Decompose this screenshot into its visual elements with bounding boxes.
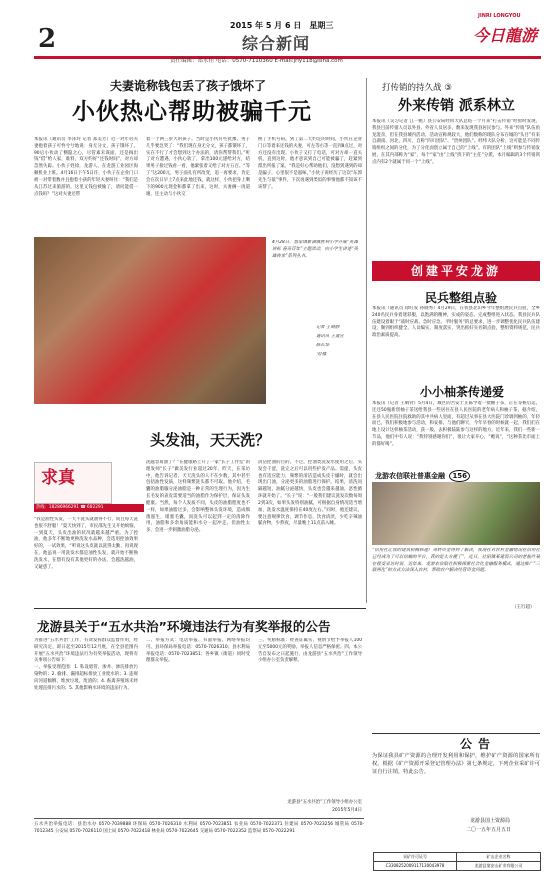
report-signer: 龙游县“五水共治”工作领导小组办公室	[287, 800, 362, 805]
gonggao-body: 为保证我县矿产资源的合理开发利用和保护，维护矿产资源的国家所有权，根据《矿产资源开采登记管理办法》第七条规定，下列企业采矿许可证自行注销，特此公告。	[372, 753, 540, 776]
issue-date: 2015 年 5 月 6 日 星期三	[230, 21, 334, 30]
finance-number: 156	[449, 470, 470, 482]
hair-col-1: “我是油性头发，一天不洗头就油得不行，而且每天洗也很不舒服！”夏天快到了，市民邵先生又开始烦恼，一到夏天，头皮出油的状况就越来越严重。为了控油，他多年不断地更换洗发水品种，会选用控油效果好的，一试效果，“听说这头皮就以洗得太勤，再说现在，他虽说一用洗发水都是油性头发，就开始不断换洗发水，在想有没有其他更好的办法，会越洗越油，又疑惑了。	[34, 517, 138, 570]
series-kicker: 打传销的持久战 ③	[382, 83, 452, 93]
table-cell-license: C3308252009117130043978	[374, 862, 457, 870]
militia-body: 本报讯（通讯员 徐旺发 孙晓秀）4月29日，在我县北山乡今年整组展民兵点验，全乡240名民兵身着迷彩服，以饱满的精神，实成的姿态，完成整组进入状态。我县民兵队伍建设着眼于“战时应战、急时应急、平时服务”的总要求，进一步调整优化民兵队伍建设，顺到组织健全、人员编实、制度落实，突出抓好实名制点验，整组资料规范，民兵政治素质提高。	[372, 306, 540, 339]
license-table	[373, 852, 541, 871]
school-photo	[34, 237, 266, 404]
qiuzhen-logo: 求真	[41, 468, 75, 488]
lead-col-2: 着一个两三岁大的孩子。当时是小伙有些犹豫，男子几乎要急哭了：“我们现在身无分文，孩子都饿坏了，实在不行了才会想到这个办法的，请你帮帮我们。”听了对方遭遇，小伙心软了，拿出100元递给对方，结果男子接过钱看一看，他紧张着又给了对方五百。“等了”这200元，男子面孔有所改变，追一再要求，肯定会在次日早上7点来此地还钱，就这样，小伙把身上剩下的900元现金和都拿了出来，这时，夫妻俩一再道谢，还主动与小伙交	[146, 137, 250, 197]
militia-headline: 民兵整组点验	[425, 291, 498, 305]
photo-credit-4: 文/摄	[316, 352, 327, 357]
report-col-1	[34, 638, 138, 813]
mlm-body: 本报讯（吴习记者 江一帆）县公安局经侦大队总结一个月来“打击传销”经验时发现，我县目前传销人员以外县、外省人员居多，数来发现我县居民参与。外来“传销”队伍鱼龙混杂，但在我县城内活动，活动宣称规较大，他们数称的现队分布在城的“头目”有来自湖南、河北、四川，自称“四川团队”、“贵州团队”。经纬大队分析，这可能是不同传销组织之间的分化，为了分化而创立属于自己的“上线”。有的团队“上线”则参与传销发展，在其内部称为“家”，每个“家”由“上线”找下的“主任”分派，本月编辑的3个传销窝点内有2个就属于同一个“上线”。	[372, 119, 540, 165]
finance-signature: （王行超）	[512, 605, 535, 610]
report-notice-headline: 龙游县关于“五水共治”环境违法行为有奖举报的公告	[37, 619, 331, 634]
section-title: 综合新闻	[242, 34, 311, 53]
lead-kicker: 夫妻诡称钱包丢了孩子饿坏了	[110, 79, 267, 93]
finance-headline	[375, 470, 470, 482]
citrus-body: 本报讯（记者 王晴铃）5月4日，城区的苦安士正陈学着一批柚子茶，正在等候启运，还还50瓶新创柚子茶送给我县一些居住在县人民医院的老年病人和柚子茶，据介绍，在县人民医院住院救助的其中共病人里面，有超过从事在县大医院门诊调到柚的，年轻而已，我们积极地参与活动，和安排、与他们聊天，今年早春的时候就一起，我们们在地上设计这样柚茶活动，获一般、去积极陆陆参与这样的地方，近年来，我们一些新一节品，他们中有人说：“我特别感谢你们”，很让大家开心，“她说”，“这种茶比市面上的都好喝”。	[372, 401, 540, 447]
finance-quote: “信用社让我的建筑机械修理厂周转资金得到了解决，我现在对农村金融情况在信用社已经成为了可以信赖的平台，真的是太方便了”，近日，社阳镇某建筑公司的老板叶某在接受采访时说，近年来，龙游农信联社积极探索社会化金融服务模式，通过推广“三联两化”的方式方法深入农村，帮助农户解决经营资金问题。	[372, 548, 540, 574]
gonggao-date: 二〇一五年五月五日	[466, 827, 512, 833]
report-date: 2015年5月4日	[332, 808, 362, 813]
report-col-2: 二、举报方式：电话举报、书面举报、网络举报均可。县环保局举报电话：0570-7026310；县水利局举报电话：0570-7023851；各乡镇（街道）同时受理群众举报。	[146, 638, 250, 664]
gonggao-title: 公告	[460, 737, 497, 751]
lead-col-1: 本报讯（通讯员 李泽玲 记者 郑美芳）近一对年轻夫妻抱着孩子可怜兮兮地说：身无分文，孩子饿坏了。90后小伙动了侧隐之心，尽管素未谋面，还是掏出钱“借”给人家，谁料，双方约好“还钱时间”，对方却忽然失踪。小伙子姓徐，龙游人，在龙游工业园区海顿机业上班。4月16日下午5日许，小伙子在企业门口被一对带着数并且抱着小孩的年轻夫妻叫住：“我们是从江苏过来旅游的，这里又钱包被偷了，请问能借一点钱吗？”这对夫妻还带	[34, 137, 138, 197]
brand-english: JINRI LONGYOU	[478, 13, 521, 19]
safe-longyou-banner: 创建平安龙游	[372, 261, 540, 281]
page-number: 2	[38, 24, 57, 54]
brand-logo: 今日龍游	[473, 26, 538, 45]
report-col-1-text: 一、举报受理范围：1. 私设暗管、渗井、渗坑排放污染物的；2. 偷排、漏排超标排放工业废水的；3. 违规向河道倾倒、堆放垃圾、废渣的；4. 畜禽养殖场未经处理直排污水的；5. 其他影响水环境的违法行为。	[34, 665, 138, 691]
editor-line: 责任编辑：郑永佳 电话：0570-7110360 E-mail:jrly118@sina.com	[170, 58, 343, 64]
gonggao-rule	[372, 733, 540, 734]
table-header-company: 矿山企业名称	[486, 854, 511, 859]
notice-rule	[34, 608, 366, 609]
hair-col-2: 洗越容易油了？”在健康路上开了一家“长子工作室”的理发师“长子”做美发行业超过20年，昨天，在采访中，他告诉记者，天天洗头的人不在少数，其中甚至包括油性发质，这样频繁洗头都不可取。他介绍，毛囊的油脂腺分泌油脂是一种正常的生理行为，因为生长毛发的表皮需要适当的油脂作为保护层，保证头发健康。当然，每个人发质不同，头皮的油脂程度也不一样，如果油脂过多，会影响整体头发环境，造成细菌滋生，堵塞毛囊，而洗头可以起到一定的清除作用，油脂和多余角质能和水分一起冲走。但油性太多，会进一步刺激油脂分泌。	[146, 460, 250, 534]
table-header-license: 采矿许可证号	[374, 853, 457, 861]
photo-credit-3: 陈长华	[316, 343, 330, 348]
photo-credit-2: 通讯员 王道宣	[316, 334, 344, 339]
hotline-list: 五水共治举报电话：县治水办 0570-7039888 环保局 0570-7026310 水利局 0570-7023851 农业局 0570-7022371 住建局 0570-7023256 城管局 0570-7012345 公安局 0570-7026110 国土局 0570-7022418 林业局 0570-7022645 交通局 0570-7022352 监察局 0570-7022291	[34, 818, 364, 858]
finance-title: 龙游农信联社普惠金融	[375, 472, 445, 480]
hotline-strip: 热线：18286966291 ☎ 682291	[34, 504, 144, 512]
lead-headline: 小伙热心帮助被骗千元	[72, 99, 312, 125]
table-cell-company: 龙游县第安山矿业有限公司	[474, 862, 523, 868]
lead-col-3: 换了手机号码。到了第二天约定的时间，小伙在企业门口等着来还钱的夫妻，可左等右等一直到8点过，对方还没有出现。小伙子又打了电话，可对方却一直关机，直到这时，他才意识到自己可能被骗了，赶紧到派出所报了案。“我是好心帮助他们，没想到遇到的却是骗子，心里很不是滋味，”小伙子说经历了这次“东郭先生与狼”事件，下次再遇到类似的事情他都不知该不该帮了。	[258, 137, 362, 190]
citrus-headline: 小小柚茶传递爱	[420, 385, 505, 399]
report-col-3: 三、奖励标准：经查证属实，视情节给予举报人100元至5000元的奖励。举报人信息严格保密。四、本公告自发布之日起施行，由龙游县“五水共治”工作领导小组办公室负责解释。	[258, 638, 362, 664]
qiuzhen-logo-box	[34, 462, 112, 504]
mlm-headline: 外来传销 派系林立	[398, 98, 515, 114]
photo-caption: 4月28日，詹家镇新湖镇胜利小学开展“英雄讲标 春奇百年”主题活动，向小学生讲述“英雄传承”系列丛书。	[272, 240, 358, 259]
hair-headline: 头发油，天天洗？	[150, 431, 271, 449]
photo-credit-1: 记者 王晓静	[316, 325, 340, 330]
gonggao-signer: 龙游县国土资源局	[470, 818, 511, 824]
hair-col-3: 清洁控油的目的。不过，控油类洗发水使用之后，头发会干涩，洗完之后可以用些护发产品。需提，头皮也有适应能力，频繁的清洁造成头皮干燥时，就会出现出门油，分泌更多的油脂进行保护。结果，清洗问隔越短，油腻分泌越快，头皮也会越来越油，恶性循环就开始了。“长子”说：“一般我们建议洗发次数每周2到3次，如果头发特别油腻，可根据自身情况适当增加，洗发水温度保持在40度左右。”同时，他还建议，要注意规律饮食，调节作息，饮食清淡，少吃辛辣油腻食物，少熬夜，尽量晚上11点前入睡。	[258, 460, 362, 527]
report-intro: 为推进“五水共治”工作，有效发挥群众监督作用，经研究决定，即日起至2015年12月底，在全县范围内开展“五水共治”环境违法行为有奖举报活动，现将有关事项公告如下：	[34, 638, 138, 664]
column-divider	[366, 78, 367, 603]
farmer-photo	[372, 482, 540, 545]
